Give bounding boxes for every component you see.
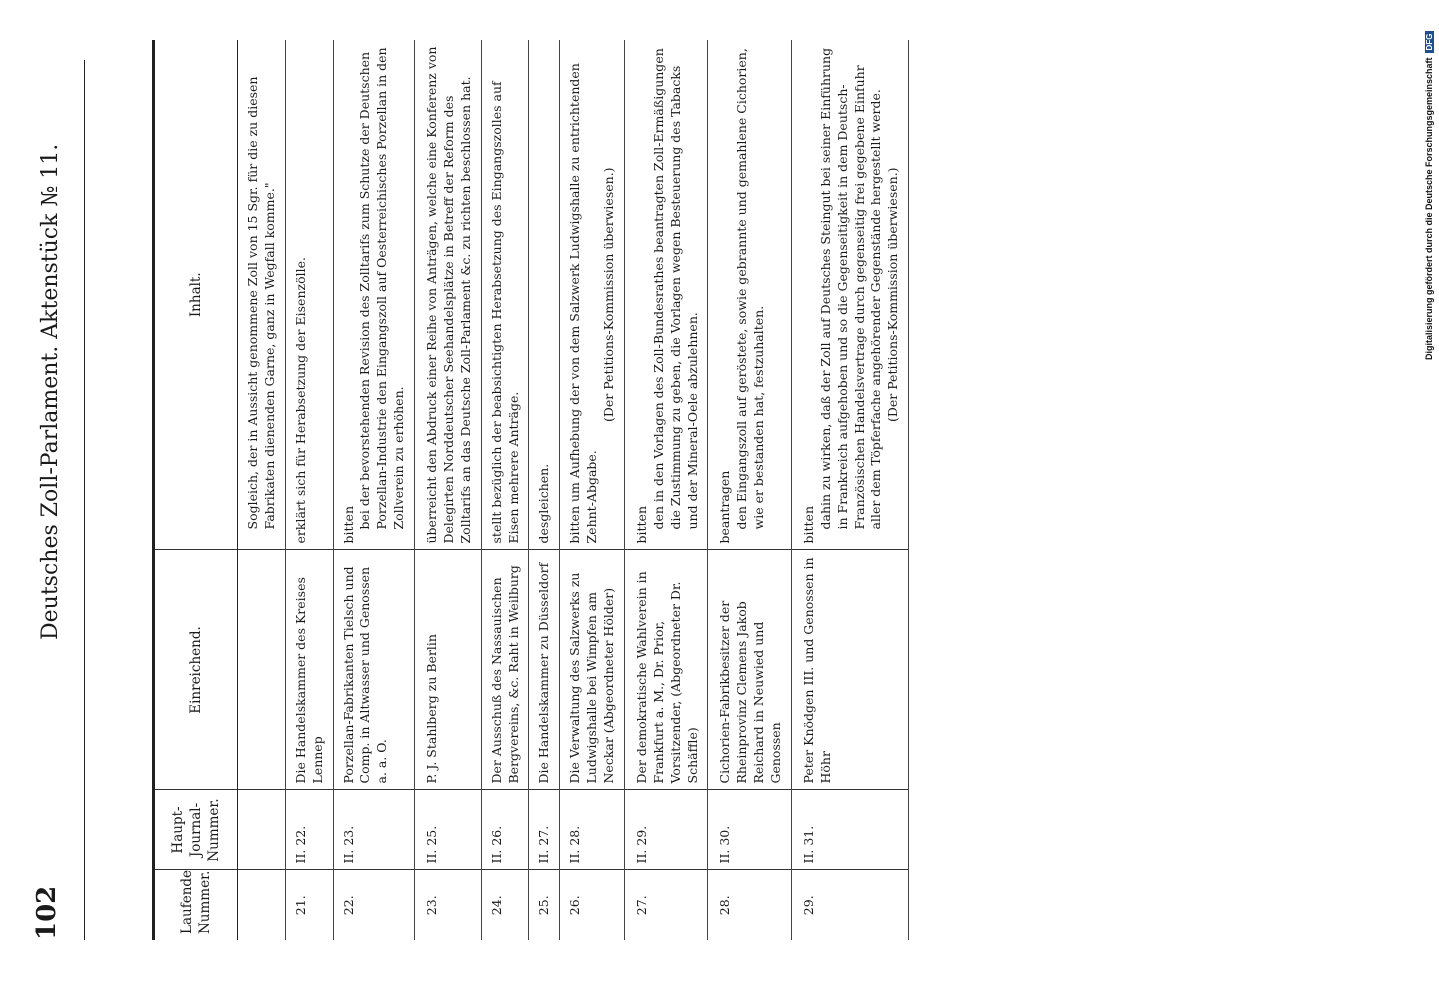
page-title: Deutsches Zoll-Parlament. Aktenstück № 11.: [38, 143, 63, 640]
cell-text: den in den Vorlagen des Zoll-Bundesrathes beantragten Zoll-Ermäßigungen die Zustimmung zu geben, die Vorlagen wegen Besteuerung des Tabacks und der Mineral-Oele abzulehnen.: [650, 48, 700, 530]
cell-journal: II. 28.: [560, 790, 625, 870]
header-rule: [84, 60, 85, 940]
table-row: [285, 40, 333, 940]
cell-einreicher: Porzellan-Fabrikanten Tielsch und Comp. in Altwasser und Genossen a. a. O.: [333, 550, 415, 790]
cell-note: (Der Petitions-Kommission überwiesen.): [885, 167, 901, 423]
cell-inhalt: [560, 40, 625, 550]
cell-verb: desgleichen.: [536, 463, 552, 544]
cell-verb: erklärt sich für Herabsetzung der Eisenzölle.: [292, 257, 308, 544]
cell-lfd: [238, 870, 286, 940]
table-row: [333, 40, 415, 940]
credit-text: Digitalisierung gefördert durch die Deutsche Forschungsgemeinschaft: [1424, 57, 1434, 360]
table-row: [560, 40, 625, 940]
cell-journal: II. 26.: [481, 790, 529, 870]
cell-einreicher: Die Handelskammer des Kreises Lennep: [285, 550, 333, 790]
petition-table: [152, 40, 909, 940]
cell-text: Sogleich, der in Aussicht genommene Zoll von 15 Sgr. für die zu diesen Fabrikaten dienenden Garne, ganz in Wegfall komme.": [245, 76, 277, 530]
cell-note: (Der Petitions-Kommission überwiesen.): [601, 167, 616, 423]
cell-verb: stellt bezüglich der beabsichtigten Herabsetzung des Eingangszolles auf Eisen mehrere Anträge.: [488, 81, 521, 544]
table-row: [791, 40, 908, 940]
cell-journal: II. 29.: [624, 790, 708, 870]
cell-einreicher: Die Verwaltung des Salzwerks zu Ludwigshalle bei Wimpfen am Neckar (Abgeordneter Hölder): [560, 550, 625, 790]
page-header: [22, 60, 82, 940]
cell-inhalt: [333, 40, 415, 550]
cell-einreicher: Der demokratische Wahlverein in Frankfurt a. M., Dr. Prior, Vorsitzender, (Abgeordneter Dr. Schäffle): [624, 550, 708, 790]
cell-verb: bitten um Aufhebung der von dem Salzwerk Ludwigshalle zu entrichtenden Zehnt-Abgabe.: [567, 63, 600, 544]
cell-inhalt: [285, 40, 333, 550]
cell-verb: beantragen: [717, 470, 733, 544]
cell-text: den Eingangszoll auf geröstete, sowie gebrannte und gemahlene Cichorien, wie er bestanden hat, festzuhalten.: [734, 48, 767, 530]
cell-verb: bitten: [633, 506, 649, 544]
col-header-lfd: Laufende Nummer.: [154, 870, 238, 940]
digitization-credit: [1424, 0, 1434, 360]
cell-journal: II. 25.: [415, 790, 482, 870]
col-header-journal: Haupt-Journal-Nummer.: [154, 790, 238, 870]
cell-verb: bitten: [800, 506, 816, 544]
cell-journal: [238, 790, 286, 870]
cell-einreicher: P. J. Stahlberg zu Berlin: [415, 550, 482, 790]
cell-lfd: 22.: [333, 870, 415, 940]
cell-lfd: 26.: [560, 870, 625, 940]
cell-lfd: 23.: [415, 870, 482, 940]
cell-inhalt: [238, 40, 286, 550]
cell-einreicher: Peter Knödgen III. und Genossen in Höhr: [791, 550, 908, 790]
cell-lfd: 27.: [624, 870, 708, 940]
cell-einreicher: [238, 550, 286, 790]
cell-journal: II. 30.: [708, 790, 792, 870]
cell-inhalt: [791, 40, 908, 550]
cell-journal: II. 23.: [333, 790, 415, 870]
cell-inhalt: [481, 40, 529, 550]
cell-verb: bitten: [340, 506, 356, 544]
cell-lfd: 29.: [791, 870, 908, 940]
cell-journal: II. 31.: [791, 790, 908, 870]
page-number: 102: [32, 885, 62, 940]
cell-einreicher: Die Handelskammer zu Düsseldorf: [529, 550, 560, 790]
table-row: [529, 40, 560, 940]
table-row: [624, 40, 708, 940]
cell-lfd: 21.: [285, 870, 333, 940]
cell-lfd: 24.: [481, 870, 529, 940]
cell-inhalt: [415, 40, 482, 550]
cell-verb: überreicht den Abdruck einer Reihe von Anträgen, welche eine Konferenz von Delegirten Norddeutscher Seehandelsplätze in Betreff der Reform des Zolltarifs an das Deutsche Zoll-Parlament &c. zu richten beschlossen hat.: [424, 46, 473, 544]
dfg-logo: DFG: [1425, 31, 1434, 54]
col-header-inhalt: Inhalt.: [154, 40, 238, 550]
table-row: [415, 40, 482, 940]
cell-inhalt: [624, 40, 708, 550]
table-header-row: [154, 40, 238, 940]
cell-einreicher: Der Ausschuß des Nassauischen Bergvereins, &c. Raht in Weilburg: [481, 550, 529, 790]
cell-journal: II. 22.: [285, 790, 333, 870]
cell-text: dahin zu wirken, daß der Zoll auf Deutsches Steingut bei seiner Einführung in Frankreich aufgehoben und so die Gegenseitigkeit in dem Deutsch-Französischen Handelsvertrage durch gegenseitig frei gegebene Einfuhr aller dem Töpferfache angehörender Gegenstände hergestellt werde.: [817, 47, 884, 530]
cell-lfd: 25.: [529, 870, 560, 940]
cell-inhalt: [708, 40, 792, 550]
col-header-einreicher: Einreichend.: [154, 550, 238, 790]
cell-journal: II. 27.: [529, 790, 560, 870]
cell-lfd: 28.: [708, 870, 792, 940]
cell-einreicher: Cichorien-Fabrikbesitzer der Rheinprovinz Clemens Jakob Reichard in Neuwied und Genossen: [708, 550, 792, 790]
table-row: [238, 40, 286, 940]
table-row: [481, 40, 529, 940]
table-row: [708, 40, 792, 940]
cell-text: bei der bevorstehenden Revision des Zolltarifs zum Schutze der Deutschen Porzellan-Industrie den Eingangszoll auf Oesterreichisches Porzellan in den Zollverein zu erhöhen.: [357, 47, 407, 530]
cell-inhalt: [529, 40, 560, 550]
